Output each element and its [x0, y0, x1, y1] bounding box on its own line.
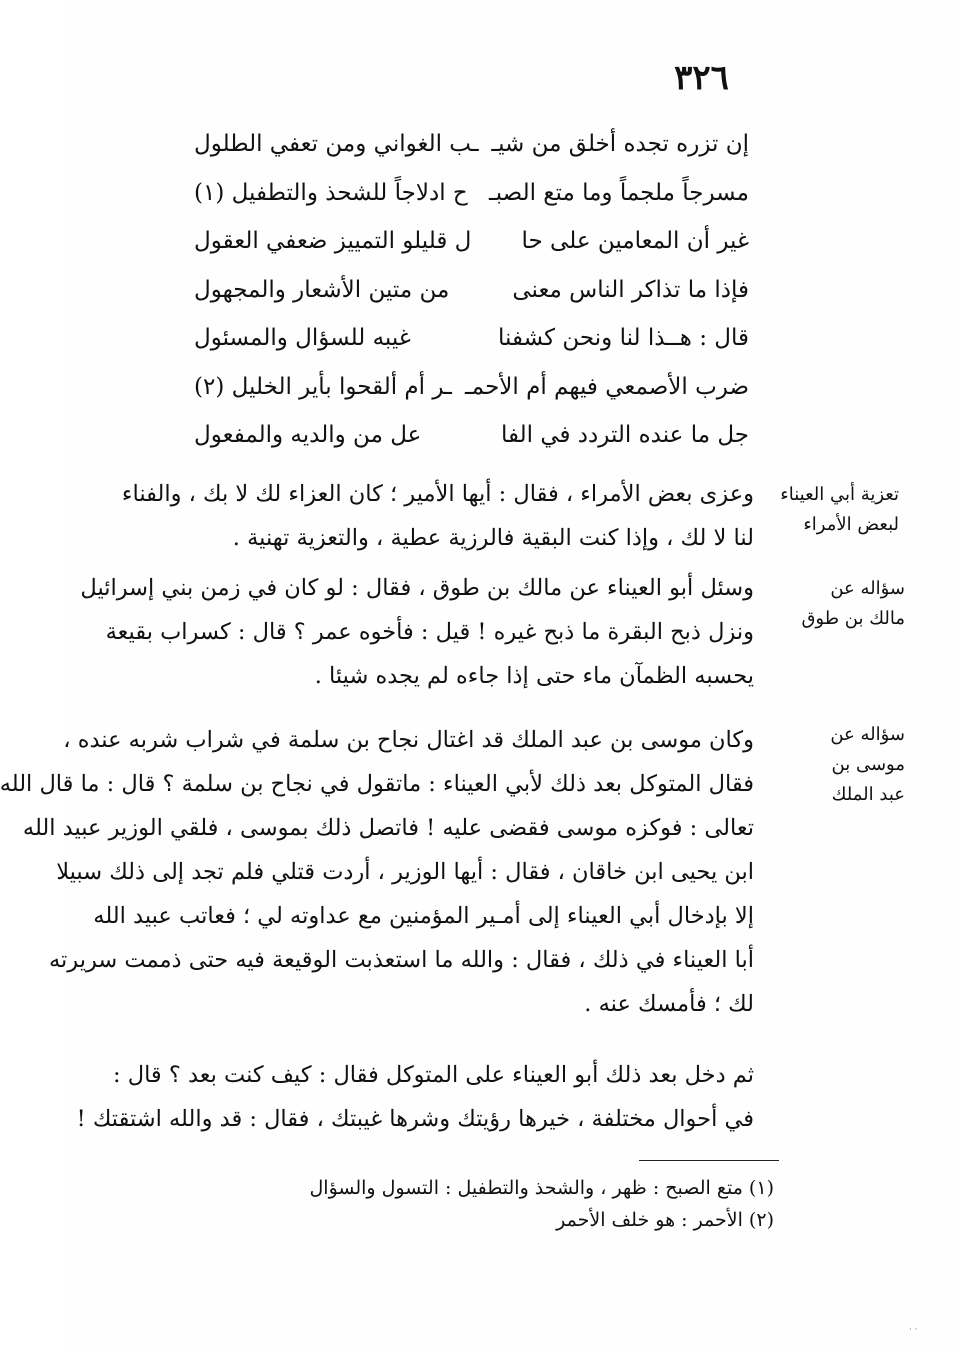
margin-note-line: سؤاله عن [830, 724, 905, 745]
paragraph-line: وعزى بعض الأمراء ، فقال : أيها الأمير ؛ كان العزاء لك لا بك ، والفناء [121, 481, 754, 507]
paragraph-line: وسئل أبو العيناء عن مالك بن طوق ، فقال : لو كان في زمن بني إسرائيل [80, 575, 754, 601]
verse-second-hemistich: ـر أم ألقحوا بأير الخليل (٢) [194, 373, 452, 400]
paragraph-line: تعالى : فوكزه موسى فقضى عليه ! فاتصل ذلك بموسى ، فلقي الوزير عبيد الله [22, 815, 754, 841]
paragraph-line: يحسبه الظمآن ماء حتى إذا جاءه لم يجده شيئا . [314, 663, 754, 689]
verse-first-hemistich: قال : هــذا لنا ونحن كشفنا [498, 325, 749, 351]
paragraph-line: إلا بإدخال أبي العيناء إلى أمـير المؤمنين مع عداوته لي ؛ فعاتب عبيد الله [93, 903, 754, 929]
verse-line [194, 169, 749, 218]
verse-first-hemistich: غير أن المعامين على حا [521, 228, 749, 254]
footnote: (١) متع الصبح : ظهر ، والشحذ والتطفيل : التسول والسؤال [309, 1177, 774, 1199]
margin-note-line: عبد الملك [831, 784, 905, 805]
paragraph-line: ابن يحيى ابن خاقان ، فقال : أيها الوزير ، أردت قتلي فلم تجد إلى ذلك سبيلا [56, 859, 754, 885]
verse-first-hemistich: جل ما عنده التردد في الفا [500, 422, 749, 448]
footnote: (٢) الأحمر : هو خلف الأحمر [556, 1209, 774, 1231]
margin-note-line: تعزية أبي العيناء [780, 484, 899, 505]
poem-verses [194, 120, 749, 460]
paragraph-line: لنا لا لك ، وإذا كنت البقية فالرزية عطية ، والتعزية تهنية . [232, 525, 754, 551]
margin-note-musa [775, 720, 905, 810]
verse-line [194, 217, 749, 266]
margin-note-condolence [769, 480, 899, 540]
verse-second-hemistich: ل قليلو التمييز ضعفي العقول [194, 228, 472, 254]
verse-second-hemistich: من متين الأشعار والمجهول [194, 276, 450, 303]
page-number: ٣٢٦ [674, 58, 729, 98]
paragraph-malik-ibn-tawq [80, 566, 754, 698]
verse-second-hemistich: ـب الغواني ومن تعفي الطلول [194, 131, 479, 157]
paragraph-musa-ibn-abd-al-malik [0, 718, 754, 1026]
verse-line [194, 120, 749, 169]
paragraph-condolence [121, 472, 754, 560]
verse-line [194, 266, 749, 315]
verse-second-hemistich: عل من والديه والمفعول [194, 422, 422, 448]
paragraph-line: وكان موسى بن عبد الملك قد اغتال نجاح بن سلمة في شراب شربه عنده ، [63, 727, 754, 753]
paragraph-line: فقال المتوكل بعد ذلك لأبي العيناء : ماتقول في نجاح بن سلمة ؟ قال : ما قال الله [0, 771, 754, 797]
paragraph-line: ونزل ذبح البقرة ما ذبح غيره ! قيل : فأخوه عمر ؟ قال : كسراب بقيعة [105, 619, 754, 645]
paragraph-line: في أحوال مختلفة ، خيرها رؤيتك وشرها غيبتك ، فقال : قد والله اشتقتك ! [76, 1106, 754, 1132]
footnotes [214, 1172, 774, 1236]
margin-note-line: مالك بن طوق [801, 608, 905, 629]
paragraph-line: ثم دخل بعد ذلك أبو العيناء على المتوكل فقال : كيف كنت بعد ؟ قال : [113, 1062, 754, 1088]
paragraph-line: لك ؛ فأمسك عنه . [584, 991, 754, 1017]
margin-note-line: سؤاله عن [830, 578, 905, 599]
verse-first-hemistich: ضرب الأصمعي فيهم أم الأحمـ [465, 373, 749, 400]
paragraph-line: أبا العيناء في ذلك ، فقال : والله ما استعذبت الوقيعة فيه حتى ذممت سريرته [48, 947, 754, 973]
verse-first-hemistich: إن تزره تجده أخلق من شيـ [491, 131, 749, 157]
verse-first-hemistich: فإذا ما تذاكر الناس معنى [512, 276, 749, 303]
scan-artifact: · · [909, 1325, 918, 1335]
verse-second-hemistich: غيبه للسؤال والمسئول [194, 325, 411, 351]
margin-note-malik [775, 574, 905, 634]
margin-note-line: لبعض الأمراء [803, 514, 899, 535]
verse-line [194, 411, 749, 460]
footnote-separator [639, 1160, 779, 1161]
verse-line [194, 363, 749, 412]
verse-line [194, 314, 749, 363]
margin-note-line: موسى بن [831, 754, 905, 775]
verse-second-hemistich: ح ادلاجاً للشحذ والتطفيل (١) [194, 179, 468, 206]
paragraph-mutawakkil [76, 1053, 754, 1141]
verse-first-hemistich: مسرجاً ملجماً وما متع الصبـ [488, 179, 749, 206]
